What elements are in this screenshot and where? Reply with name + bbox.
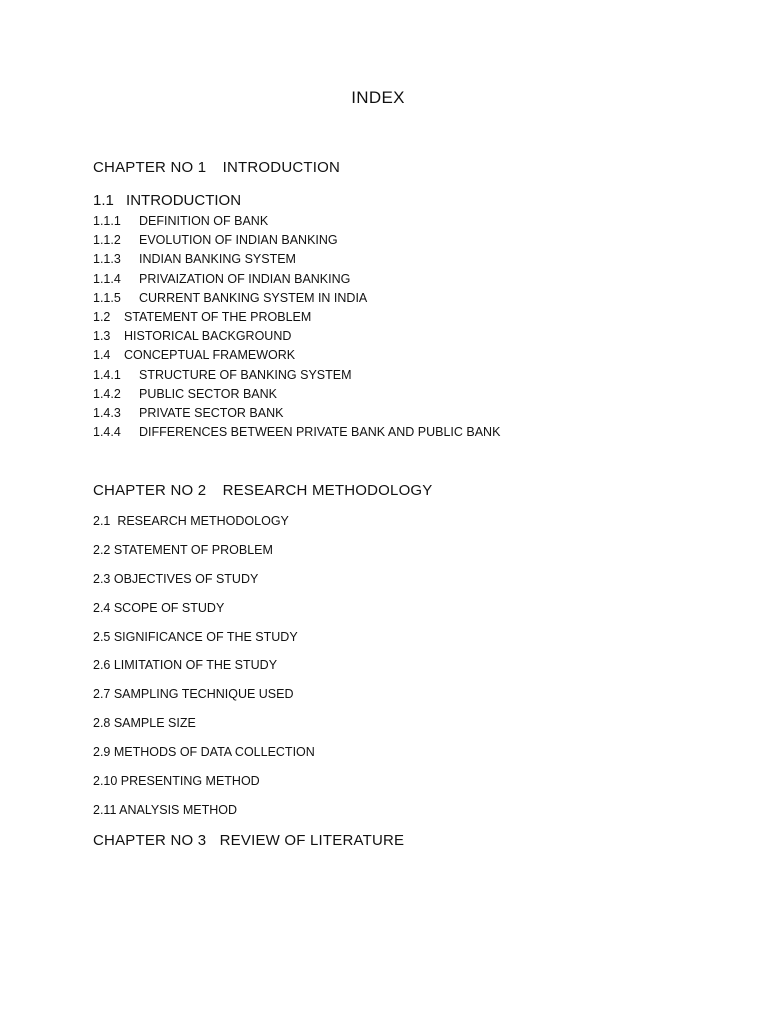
section-1-1-title: INTRODUCTION: [126, 192, 242, 209]
toc-entry-number: 1.1.4: [93, 271, 121, 286]
chapter-2-number: CHAPTER NO 2: [93, 482, 207, 499]
toc-entry-number: 1.1.5: [93, 290, 121, 305]
chapter-1-contents: [93, 212, 500, 442]
chapter-1-number: CHAPTER NO 1: [93, 159, 207, 176]
toc-entry-title: DIFFERENCES BETWEEN PRIVATE BANK AND PUBLIC BANK: [139, 425, 501, 440]
chapter-3-heading: [93, 832, 404, 849]
toc-entry-number: 1.4.4: [93, 425, 121, 440]
toc-entry-number: 1.4: [93, 348, 111, 363]
toc-entry: [93, 423, 500, 442]
chapter-3-title: REVIEW OF LITERATURE: [219, 832, 405, 849]
toc-entry-number: 1.1.2: [93, 233, 121, 248]
chapter-1-title: INTRODUCTION: [222, 159, 341, 176]
toc-entry: [93, 366, 500, 385]
toc-entry-title: HISTORICAL BACKGROUND: [124, 329, 292, 344]
toc-entry: [93, 346, 500, 365]
toc-entry: 2.7 SAMPLING TECHNIQUE USED: [93, 687, 294, 702]
chapter-3-number: CHAPTER NO 3: [93, 832, 207, 849]
toc-entry: [93, 385, 500, 404]
chapter-1-heading: [93, 159, 340, 176]
toc-entry-number: 1.3: [93, 329, 111, 344]
toc-entry-number: 1.1.1: [93, 214, 121, 228]
toc-entry-number: 1.4.2: [93, 386, 121, 401]
toc-entry-title: INDIAN BANKING SYSTEM: [139, 252, 296, 267]
toc-entry-number: 1.4.3: [93, 405, 121, 420]
toc-entry: [93, 231, 500, 250]
toc-entry: 2.9 METHODS OF DATA COLLECTION: [93, 745, 315, 760]
toc-entry-title: DEFINITION OF BANK: [139, 214, 269, 228]
toc-entry: [93, 308, 500, 327]
toc-entry-title: PRIVAIZATION OF INDIAN BANKING: [139, 271, 351, 286]
section-1-1-number: 1.1: [93, 192, 114, 209]
toc-entry: [93, 270, 500, 289]
toc-entry: [93, 327, 500, 346]
toc-entry-title: STRUCTURE OF BANKING SYSTEM: [139, 367, 352, 382]
toc-entry: 2.1 RESEARCH METHODOLOGY: [93, 514, 289, 528]
toc-entry-title: STATEMENT OF THE PROBLEM: [124, 309, 312, 324]
chapter-2-contents: [93, 512, 315, 830]
toc-entry: 2.10 PRESENTING METHOD: [93, 774, 260, 789]
toc-entry: [93, 404, 500, 423]
toc-entry-title: EVOLUTION OF INDIAN BANKING: [139, 233, 338, 248]
chapter-2-title: RESEARCH METHODOLOGY: [222, 482, 433, 499]
chapter-2-heading: [93, 482, 433, 499]
toc-entry: 2.8 SAMPLE SIZE: [93, 716, 196, 731]
toc-entry: 2.11 ANALYSIS METHOD: [93, 802, 238, 817]
toc-entry: [93, 212, 500, 231]
toc-entry: [93, 289, 500, 308]
toc-entry: 2.6 LIMITATION OF THE STUDY: [93, 658, 278, 673]
toc-entry-title: PUBLIC SECTOR BANK: [139, 386, 278, 401]
toc-entry-title: CURRENT BANKING SYSTEM IN INDIA: [139, 290, 368, 305]
toc-entry: 2.5 SIGNIFICANCE OF THE STUDY: [93, 629, 298, 644]
toc-entry-number: 1.1.3: [93, 252, 121, 267]
toc-entry-number: 1.2: [93, 309, 111, 324]
toc-entry: 2.2 STATEMENT OF PROBLEM: [93, 542, 273, 557]
toc-entry-number: 1.4.1: [93, 367, 121, 382]
toc-entry-title: CONCEPTUAL FRAMEWORK: [124, 348, 296, 363]
toc-entry: [93, 250, 500, 269]
section-1-1-heading: [93, 192, 241, 209]
toc-entry: 2.4 SCOPE OF STUDY: [93, 600, 225, 615]
index-title: INDEX: [351, 88, 405, 107]
toc-entry: 2.3 OBJECTIVES OF STUDY: [93, 571, 259, 586]
toc-entry-title: PRIVATE SECTOR BANK: [139, 405, 284, 420]
